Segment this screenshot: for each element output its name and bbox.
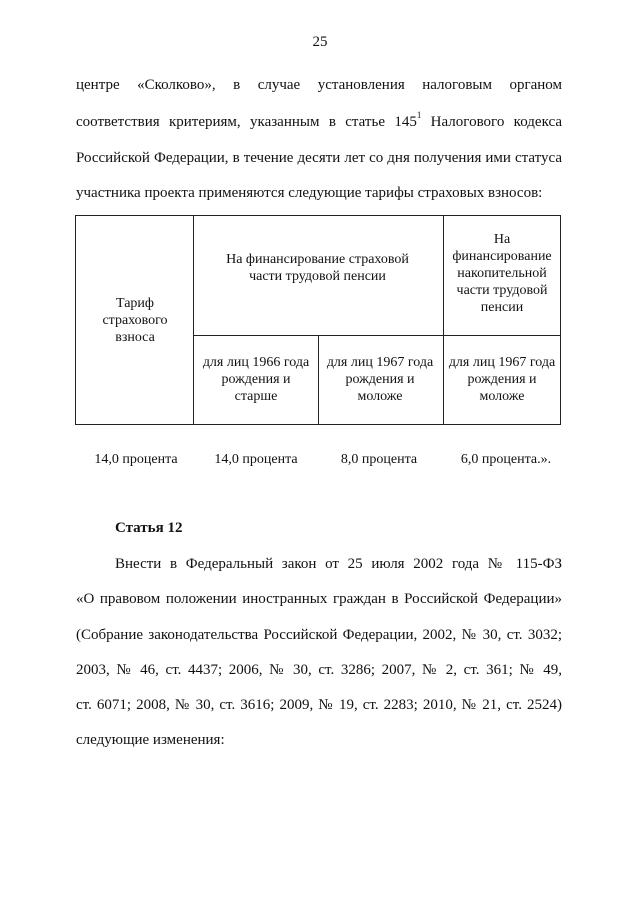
table-divider-col3 [443, 215, 444, 425]
header-insurance-part: На финансирование страховой части трудовой пенсии [226, 252, 409, 284]
table-divider-col1 [193, 215, 194, 425]
article-line-3: (Собрание законодательства Российской Федерации, 2002, № 30, ст. 3032; [76, 627, 562, 643]
article-line-4: 2003, № 46, ст. 4437; 2006, № 30, ст. 3286; 2007, № 2, ст. 361; № 49, [76, 662, 562, 678]
article-line-2: «О правовом положении иностранных граждан в Российской Федерации» [76, 591, 562, 607]
value-funded: 6,0 процента.». [460, 452, 552, 467]
table-divider-sub [318, 335, 319, 425]
subheader-1966-older: для лиц 1966 года рождения и старше [202, 354, 310, 404]
article-line-5: ст. 6071; 2008, № 30, ст. 3616; 2009, № 19, ст. 2283; 2010, № 21, ст. 2524) [76, 697, 562, 713]
header-tariff: Тариф страхового взноса [102, 295, 168, 345]
table-border-left [75, 215, 76, 425]
intro-line-2-text: соответствия критериям, указанным в статье 145 [76, 114, 417, 130]
article-number-superscript: 1 [416, 110, 422, 120]
value-1966-older: 14,0 процента [214, 452, 298, 467]
intro-line-1: центре «Сколково», в случае установления налоговым органом [76, 77, 562, 93]
intro-line-4: участника проекта применяются следующие тарифы страховых взносов: [76, 185, 543, 201]
header-funded-part: На финансирование накопительной части трудовой пенсии [452, 231, 552, 315]
tariff-table [75, 215, 561, 425]
subheader-1967-younger: для лиц 1967 года рождения и моложе [326, 354, 434, 404]
subheader-1967-younger-funded: для лиц 1967 года рождения и моложе [448, 354, 556, 404]
table-divider-row [193, 335, 561, 336]
intro-line-2-text-end: Налогового кодекса [421, 114, 562, 130]
page-number: 25 [312, 34, 328, 50]
intro-line-2 [76, 110, 562, 131]
intro-line-3: Российской Федерации, в течение десяти лет со дня получения ими статуса [76, 150, 562, 166]
value-1967-younger: 8,0 процента [340, 452, 418, 467]
article-line-6: следующие изменения: [76, 732, 225, 748]
value-tariff: 14,0 процента [94, 452, 178, 467]
article-line-1: Внести в Федеральный закон от 25 июля 2002 года № 115-ФЗ [115, 556, 562, 572]
article-heading: Статья 12 [115, 520, 183, 536]
table-border-right [560, 215, 561, 425]
